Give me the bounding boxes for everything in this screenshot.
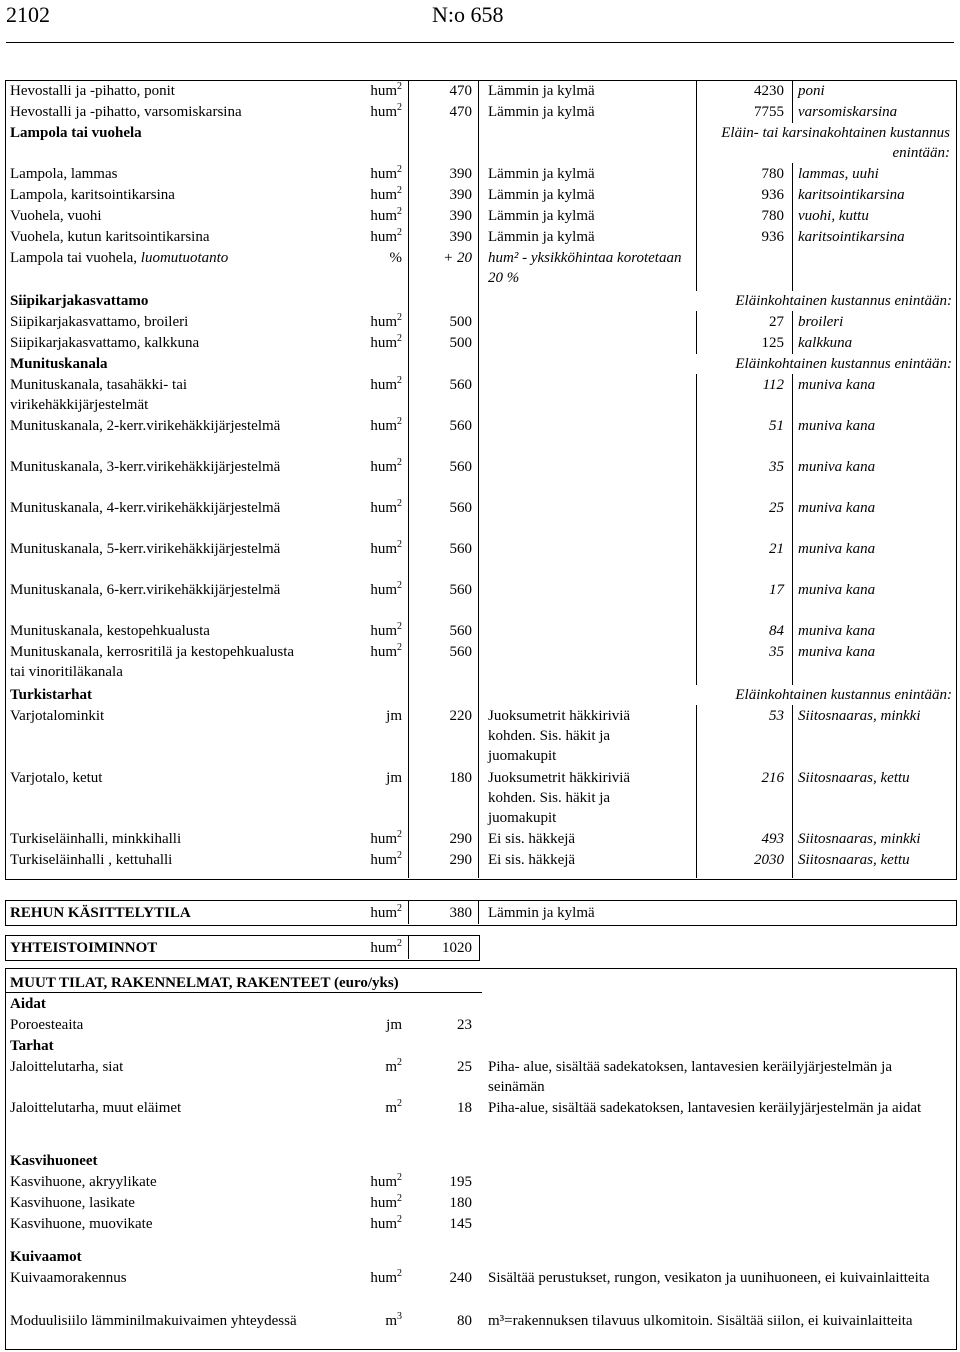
rehu-desc: Lämmin ja kylmä (488, 905, 595, 921)
value-cell: 180 (449, 1195, 472, 1211)
unit-exponent: 2 (397, 621, 402, 632)
row-label: Munituskanala, 2-kerr.virikehäkkijärjestelmä (10, 418, 281, 434)
unit-exponent: 2 (397, 102, 402, 113)
cost-cell: 4230 (754, 83, 784, 99)
row-label: Lampola tai vuohela (10, 125, 142, 141)
row-label: Kuivaamot (10, 1249, 82, 1265)
row-label-italic: luomutuotanto (140, 250, 229, 266)
per-unit-cell: broileri (798, 314, 844, 330)
row-label: Munituskanala, 4-kerr.virikehäkkijärjestelmä (10, 500, 281, 516)
cost-cell: 17 (769, 582, 784, 598)
row-label: Munituskanala, 5-kerr.virikehäkkijärjestelmä (10, 541, 281, 557)
column-divider (408, 80, 409, 878)
row-label: Siipikarjakasvattamo, kalkkuna (10, 335, 200, 351)
section-note: Eläin- tai karsinakohtainen kustannus enintään: (700, 123, 950, 163)
description-cell: Lämmin ja kylmä (488, 166, 595, 182)
unit-exponent: 2 (397, 227, 402, 238)
unit-exponent: 2 (397, 333, 402, 344)
cost-cell: 780 (761, 208, 784, 224)
unit-cell (322, 1057, 402, 1077)
unit-exponent: 2 (397, 850, 402, 861)
section-note: Eläinkohtainen kustannus enintään: (650, 685, 952, 705)
description-cell: Juoksumetrit häkkiriviä kohden. Sis. häkit ja juomakupit (488, 708, 631, 764)
unit-text: hum (370, 418, 397, 434)
row-label: Lampola, lammas (10, 166, 118, 182)
per-unit-cell: poni (798, 83, 825, 99)
description-cell: Juoksumetrit häkkiriviä kohden. Sis. häkit ja juomakupit (488, 770, 631, 826)
unit-cell (322, 1311, 402, 1331)
unit-exponent: 2 (397, 829, 402, 840)
unit-cell (322, 1098, 402, 1118)
row-label: Munituskanala, 6-kerr.virikehäkkijärjestelmä (10, 582, 281, 598)
unit-exponent: 2 (397, 206, 402, 217)
value-cell: 220 (449, 708, 472, 724)
row-label: Vuohela, vuohi (10, 208, 102, 224)
unit-exponent: 2 (397, 375, 402, 386)
unit-text: hum (370, 623, 397, 639)
unit-text: hum (370, 1195, 397, 1211)
value-cell: 560 (449, 418, 472, 434)
unit-exponent: 2 (397, 580, 402, 591)
unit-text: jm (386, 770, 402, 786)
document-number: N:o 658 (432, 2, 504, 27)
unit-text: m (385, 1100, 397, 1116)
row-label: Turkiseläinhalli , kettuhalli (10, 852, 173, 868)
description-cell: Lämmin ja kylmä (488, 229, 595, 245)
row-label: Turkiseläinhalli, minkkihalli (10, 831, 182, 847)
unit-text: hum (370, 314, 397, 330)
row-label-text: Lampola tai vuohela, (10, 250, 141, 266)
unit-cell (322, 829, 402, 849)
per-unit-cell: muniva kana (798, 418, 876, 434)
cost-cell: 35 (769, 459, 784, 475)
row-label: Munituskanala, tasahäkki- tai virikehäkkijärjestelmät (10, 377, 188, 413)
row-label: Munituskanala, 3-kerr.virikehäkkijärjestelmä (10, 459, 281, 475)
row-label: Kasvihuone, muovikate (10, 1216, 153, 1232)
row-label: Hevostalli ja -pihatto, ponit (10, 83, 175, 99)
per-unit-cell: lammas, uuhi (798, 166, 879, 182)
description-cell: Ei sis. häkkejä (488, 852, 576, 868)
unit-exponent: 2 (397, 1172, 402, 1183)
value-cell: 560 (449, 377, 472, 393)
cost-cell: 7755 (754, 104, 784, 120)
unit-text: hum (370, 1174, 397, 1190)
description-cell: Sisältää perustukset, rungon, vesikaton ja uunihuoneen, ei kuivainlaitteita (488, 1270, 930, 1286)
value-cell: 240 (449, 1270, 472, 1286)
unit-text: m (385, 1313, 397, 1329)
row-label: Munituskanala (10, 356, 108, 372)
value-cell: 290 (449, 831, 472, 847)
row-label: Kasvihuone, lasikate (10, 1195, 135, 1211)
yhteis-label: YHTEISTOIMINNOT (10, 940, 158, 956)
value-cell: 145 (449, 1216, 472, 1232)
column-divider (792, 80, 793, 878)
unit-exponent: 2 (397, 312, 402, 323)
cost-cell: 21 (769, 541, 784, 557)
description-cell: m³=rakennuksen tilavuus ulkomitoin. Sisältää siilon, ei kuivainlaitteita (488, 1313, 913, 1329)
cost-cell: 25 (769, 500, 784, 516)
unit-cell (322, 768, 402, 788)
value-cell: 18 (457, 1100, 472, 1116)
yhteis-value: 1020 (442, 940, 472, 956)
muut-title-rule (6, 992, 482, 993)
row-label: Siipikarjakasvattamo, broileri (10, 314, 189, 330)
unit-cell (322, 248, 402, 268)
unit-cell (322, 1214, 402, 1234)
description-cell: Lämmin ja kylmä (488, 187, 595, 203)
row-label: Turkistarhat (10, 687, 92, 703)
unit-cell (322, 312, 402, 332)
row-label: Munituskanala, kerrosritilä ja kestopehkualusta tai vinoritiläkanala (10, 644, 295, 680)
unit-text: jm (386, 708, 402, 724)
row-label: Jaloittelutarha, muut eläimet (10, 1100, 182, 1116)
unit-text: hum (370, 831, 397, 847)
unit-exponent: 2 (397, 164, 402, 175)
unit-cell (322, 1015, 402, 1035)
unit-cell (322, 457, 402, 477)
value-cell: 195 (449, 1174, 472, 1190)
unit-exponent: 2 (397, 903, 402, 914)
per-unit-cell: muniva kana (798, 623, 876, 639)
cost-cell: 35 (769, 644, 784, 660)
unit-text: hum (370, 335, 397, 351)
value-cell: 560 (449, 644, 472, 660)
value-cell: 470 (449, 104, 472, 120)
row-label: Siipikarjakasvattamo (10, 293, 149, 309)
value-cell: 25 (457, 1059, 472, 1075)
value-cell: 390 (449, 166, 472, 182)
rehu-value: 380 (449, 905, 472, 921)
per-unit-cell: Siitosnaaras, kettu (798, 852, 910, 868)
per-unit-cell: muniva kana (798, 644, 876, 660)
cost-cell: 27 (769, 314, 784, 330)
column-divider (478, 900, 479, 924)
row-label: Munituskanala, kestopehkualusta (10, 623, 210, 639)
row-label: Poroesteaita (10, 1017, 84, 1033)
row-label: Lampola, karitsointikarsina (10, 187, 175, 203)
per-unit-cell: karitsointikarsina (798, 187, 905, 203)
unit-text: hum (370, 582, 397, 598)
unit-exponent: 2 (397, 498, 402, 509)
description-cell: Lämmin ja kylmä (488, 208, 595, 224)
unit-text: hum (370, 104, 397, 120)
unit-text: hum (370, 940, 397, 956)
unit-cell (322, 621, 402, 641)
description-cell: Piha-alue, sisältää sadekatoksen, lantavesien keräilyjärjestelmän ja aidat (488, 1100, 922, 1116)
unit-cell (322, 185, 402, 205)
per-unit-cell: Siitosnaaras, kettu (798, 770, 910, 786)
unit-cell (322, 375, 402, 395)
column-divider (408, 935, 409, 959)
value-cell: 290 (449, 852, 472, 868)
value-cell: 500 (449, 335, 472, 351)
unit-text: m (385, 1059, 397, 1075)
row-label: Varjotalominkit (10, 708, 105, 724)
description-cell: Lämmin ja kylmä (488, 83, 595, 99)
unit-text: hum (370, 500, 397, 516)
cost-cell: 493 (761, 831, 784, 847)
unit-exponent: 3 (397, 1311, 402, 1322)
row-label (10, 248, 228, 268)
value-cell: + 20 (443, 250, 472, 266)
unit-cell (322, 81, 402, 101)
unit-cell (322, 1268, 402, 1288)
unit-exponent: 2 (397, 1193, 402, 1204)
description-cell: hum² - yksikköhintaa korotetaan 20 % (488, 250, 682, 286)
row-label: Kasvihuoneet (10, 1153, 98, 1169)
per-unit-cell: Siitosnaaras, minkki (798, 831, 921, 847)
unit-text: hum (370, 852, 397, 868)
cost-cell: 84 (769, 623, 784, 639)
row-label: Jaloittelutarha, siat (10, 1059, 124, 1075)
value-cell: 560 (449, 623, 472, 639)
unit-text: hum (370, 905, 397, 921)
per-unit-cell: vuohi, kuttu (798, 208, 869, 224)
unit-text: hum (370, 541, 397, 557)
cost-cell: 936 (761, 187, 784, 203)
unit-text: hum (370, 377, 397, 393)
per-unit-cell: kalkkuna (798, 335, 853, 351)
cost-cell: 780 (761, 166, 784, 182)
description-cell: Lämmin ja kylmä (488, 104, 595, 120)
unit-cell (322, 706, 402, 726)
column-divider (408, 900, 409, 924)
unit-cell (322, 227, 402, 247)
unit-cell (322, 498, 402, 518)
muut-title: MUUT TILAT, RAKENNELMAT, RAKENTEET (euro/yks) (10, 975, 399, 991)
per-unit-cell: muniva kana (798, 541, 876, 557)
value-cell: 560 (449, 582, 472, 598)
description-cell: Piha- alue, sisältää sadekatoksen, lantavesien keräilyjärjestelmän ja seinämän (488, 1059, 893, 1095)
cost-cell: 51 (769, 418, 784, 434)
unit-cell (322, 1193, 402, 1213)
unit-cell (322, 580, 402, 600)
unit-text: hum (370, 166, 397, 182)
unit-exponent: 2 (397, 1268, 402, 1279)
row-label: Hevostalli ja -pihatto, varsomiskarsina (10, 104, 242, 120)
unit-cell (322, 164, 402, 184)
value-cell: 180 (449, 770, 472, 786)
row-label: Tarhat (10, 1038, 54, 1054)
unit-text: hum (370, 187, 397, 203)
section-note: Eläinkohtainen kustannus enintään: (650, 291, 952, 311)
value-cell: 390 (449, 208, 472, 224)
unit-exponent: 2 (397, 185, 402, 196)
cost-cell: 112 (762, 377, 784, 393)
per-unit-cell: muniva kana (798, 582, 876, 598)
row-label: Varjotalo, ketut (10, 770, 103, 786)
unit-text: hum (370, 644, 397, 660)
per-unit-cell: karitsointikarsina (798, 229, 905, 245)
per-unit-cell: muniva kana (798, 459, 876, 475)
unit-text: jm (386, 1017, 402, 1033)
unit-exponent: 2 (397, 81, 402, 92)
cost-cell: 2030 (754, 852, 784, 868)
value-cell: 470 (449, 83, 472, 99)
unit-cell (322, 642, 402, 662)
unit-exponent: 2 (397, 938, 402, 949)
unit-cell (322, 938, 402, 958)
value-cell: 560 (449, 500, 472, 516)
value-cell: 560 (449, 541, 472, 557)
value-cell: 23 (457, 1017, 472, 1033)
column-divider (696, 80, 697, 878)
header-rule (6, 42, 954, 43)
column-divider (478, 80, 479, 878)
per-unit-cell: Siitosnaaras, minkki (798, 708, 921, 724)
unit-cell (322, 903, 402, 923)
unit-text: hum (370, 1270, 397, 1286)
unit-exponent: 2 (397, 457, 402, 468)
per-unit-cell: muniva kana (798, 500, 876, 516)
unit-exponent: 2 (397, 1057, 402, 1068)
value-cell: 80 (457, 1313, 472, 1329)
unit-cell (322, 539, 402, 559)
unit-exponent: 2 (397, 642, 402, 653)
cost-cell: 216 (761, 770, 784, 786)
row-label: Aidat (10, 996, 46, 1012)
unit-cell (322, 416, 402, 436)
unit-text: hum (370, 459, 397, 475)
unit-text: hum (370, 83, 397, 99)
row-label: Moduulisiilo lämminilmakuivaimen yhteydessä (10, 1313, 297, 1329)
value-cell: 390 (449, 229, 472, 245)
unit-cell (322, 850, 402, 870)
cost-cell: 53 (769, 708, 784, 724)
unit-text: hum (370, 208, 397, 224)
per-unit-cell: varsomiskarsina (798, 104, 898, 120)
row-label: Vuohela, kutun karitsointikarsina (10, 229, 210, 245)
row-label: Kasvihuone, akryylikate (10, 1174, 157, 1190)
section-note: Eläinkohtainen kustannus enintään: (650, 354, 952, 374)
cost-cell: 936 (761, 229, 784, 245)
unit-exponent: 2 (397, 1098, 402, 1109)
value-cell: 560 (449, 459, 472, 475)
unit-exponent: 2 (397, 416, 402, 427)
row-label: Kuivaamorakennus (10, 1270, 127, 1286)
unit-cell (322, 206, 402, 226)
rehu-label: REHUN KÄSITTELYTILA (10, 905, 191, 921)
unit-exponent: 2 (397, 539, 402, 550)
description-cell: Ei sis. häkkejä (488, 831, 576, 847)
unit-cell (322, 1172, 402, 1192)
unit-text: % (389, 250, 402, 266)
unit-exponent: 2 (397, 1214, 402, 1225)
unit-text: hum (370, 229, 397, 245)
unit-cell (322, 102, 402, 122)
cost-cell: 125 (761, 335, 784, 351)
value-cell: 390 (449, 187, 472, 203)
page-number: 2102 (6, 2, 50, 27)
per-unit-cell: muniva kana (798, 377, 876, 393)
value-cell: 500 (449, 314, 472, 330)
unit-text: hum (370, 1216, 397, 1232)
